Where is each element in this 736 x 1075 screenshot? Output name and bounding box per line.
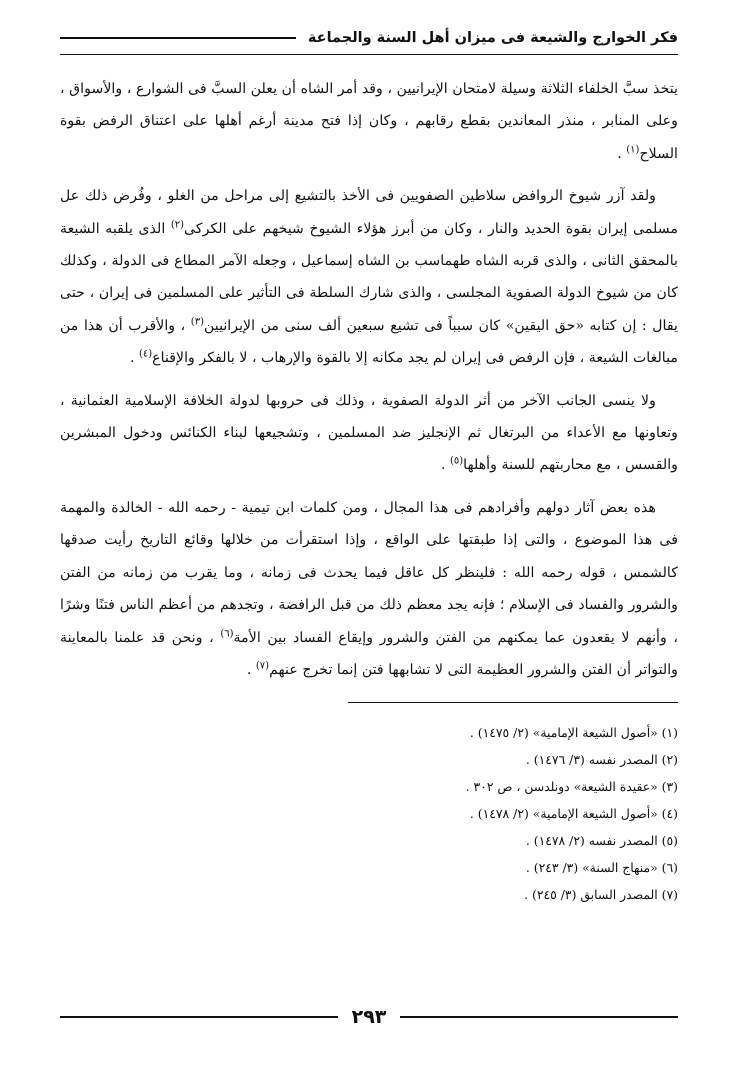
paragraph: [60, 73, 678, 170]
page-footer: [60, 1006, 678, 1028]
paragraph-text: الذى يلقبه الشيعة بالمحقق الثانى ، والذى قربه الشاه طهماسب بن الشاه إسماعيل ، وجعله الآمر المطاع فى الدولة ، وكذلك كان من شيوخ الدولة الصفوية المجلسى ، والذى شارك السلطة فى التأثير على المسلمين فى إيران ، حتى يقال : إن كتابه «حق اليقين» كان سبباً فى تشيع سبعين ألف سنى من الإيرانيين: [60, 220, 679, 334]
paragraph-text: .: [440, 457, 450, 474]
footnote-marker: (٣): [190, 316, 204, 328]
paragraph-text: ولقد آزر شيوخ الروافض سلاطين الصفويين فى الأخذ بالتشيع إلى مراحل من الغلو ، وفُرض ذلك عل مسلمى إيران بقوة الحديد والنار ، وكان من أبرز هؤلاء الشيوخ شيخهم على الكركى: [60, 188, 678, 237]
paragraph-text: .: [246, 661, 256, 678]
paragraph-text: يتخذ سبَّ الخلفاء الثلاثة وسيلة لامتحان الإيرانيين ، وقد أمر الشاه أن يعلن السبَّ فى الشوارع ، والأسواق ، وعلى المنابر ، منذر المعاندين بقطع رقابهم ، وكان إذا فتح مدينة أرغم أهلها على اعتناق الرفض بقوة السلاح: [60, 81, 678, 162]
footnote-marker: (٤): [138, 348, 153, 360]
footnote-marker: (٥): [449, 455, 464, 467]
footer-rule-left: [60, 1016, 338, 1018]
paragraph: [60, 492, 678, 686]
footnote-item: (٦) «منهاج السنة» (٣/ ٢٤٣) .: [525, 860, 678, 876]
footnote-marker: (٦): [220, 627, 234, 639]
footer-rule-right: [400, 1016, 678, 1018]
footnote-item: (٤) «أصول الشيعة الإمامية» (٢/ ١٤٧٨) .: [469, 806, 678, 822]
header-underline: [60, 54, 678, 55]
paragraph-text: ، والأقرب أن هذا من مبالغات الشيعة ، فإن الرفض فى إيران لم يجد مكانه إلا بالقوة والإرهاب ، لا بالفكر والإقناع: [60, 317, 678, 367]
footnote-item: (٣) «عقيدة الشيعة» دونلدسن ، ص ٣٠٢ .: [465, 779, 678, 795]
footnote-separator: [348, 702, 678, 703]
paragraph: [60, 180, 678, 374]
paragraph-text: .: [129, 350, 139, 367]
footnote-item: (٥) المصدر نفسه (٢/ ١٤٧٨) .: [525, 833, 678, 849]
footnote-item: (١) «أصول الشيعة الإمامية» (٢/ ١٤٧٥) .: [469, 725, 678, 741]
footnote-item: (٧) المصدر السابق (٣/ ٢٤٥) .: [524, 887, 678, 903]
footnote-marker: (٧): [255, 660, 270, 672]
paragraph-text: .: [617, 145, 627, 162]
footnote-marker: (٢): [170, 218, 185, 230]
main-text: [60, 73, 678, 686]
paragraph-text: هذه بعض آثار دولهم وأفرادهم فى هذا المجال ، ومن كلمات ابن تيمية - رحمه الله - الخالدة والمهمة فى هذا الموضوع ، والتى إذا طبقتها على الواقع ، وإذا استقرأت من خلالها وقائع التاريخ رأيت صدقها كالشمس ، قوله رحمه الله : فلينظر كل عاقل فيما يحدث فى زمانه ، وما يقرب من زمانه من الفتن والشرور والفساد فى الإسلام ؛ فإنه يجد معظم ذلك من قبل الرافضة ، وتجدهم من أعظم الناس فتنًا وشرًا ، وأنهم لا يقعدون عما يمكنهم من الفتن والشرور وإيقاع الفساد بين الأمة: [60, 499, 678, 646]
footnote-marker: (١): [626, 144, 640, 156]
page-number: ٢٩٣: [351, 1006, 387, 1028]
paragraph: [60, 385, 678, 482]
running-header: [60, 26, 678, 50]
footnotes: [60, 719, 678, 908]
running-header-title: فكر الخوارج والشيعة فى ميزان أهل السنة والجماعة: [307, 30, 678, 46]
footnote-item: (٢) المصدر نفسه (٣/ ١٤٧٦) .: [525, 752, 678, 768]
paragraph-text: ، ونحن قد علمنا بالمعاينة والتواتر أن الفتن والشرور العظيمة التى لا تشابهها فتن إنما تخرج عنهم: [60, 629, 678, 678]
header-rule: [60, 37, 296, 39]
paragraph-text: ولا ينسى الجانب الآخر من أثر الدولة الصفوية ، وذلك فى حروبها لدولة الخلافة الإسلامية العثمانية ، وتعاونها مع الأعداء من البرتغال ثم الإنجليز ضد المسلمين ، وتشجيعها لبناء الكنائس ودخول المبشرين والقسس ، مع محاربتهم للسنة وأهلها: [60, 392, 678, 474]
